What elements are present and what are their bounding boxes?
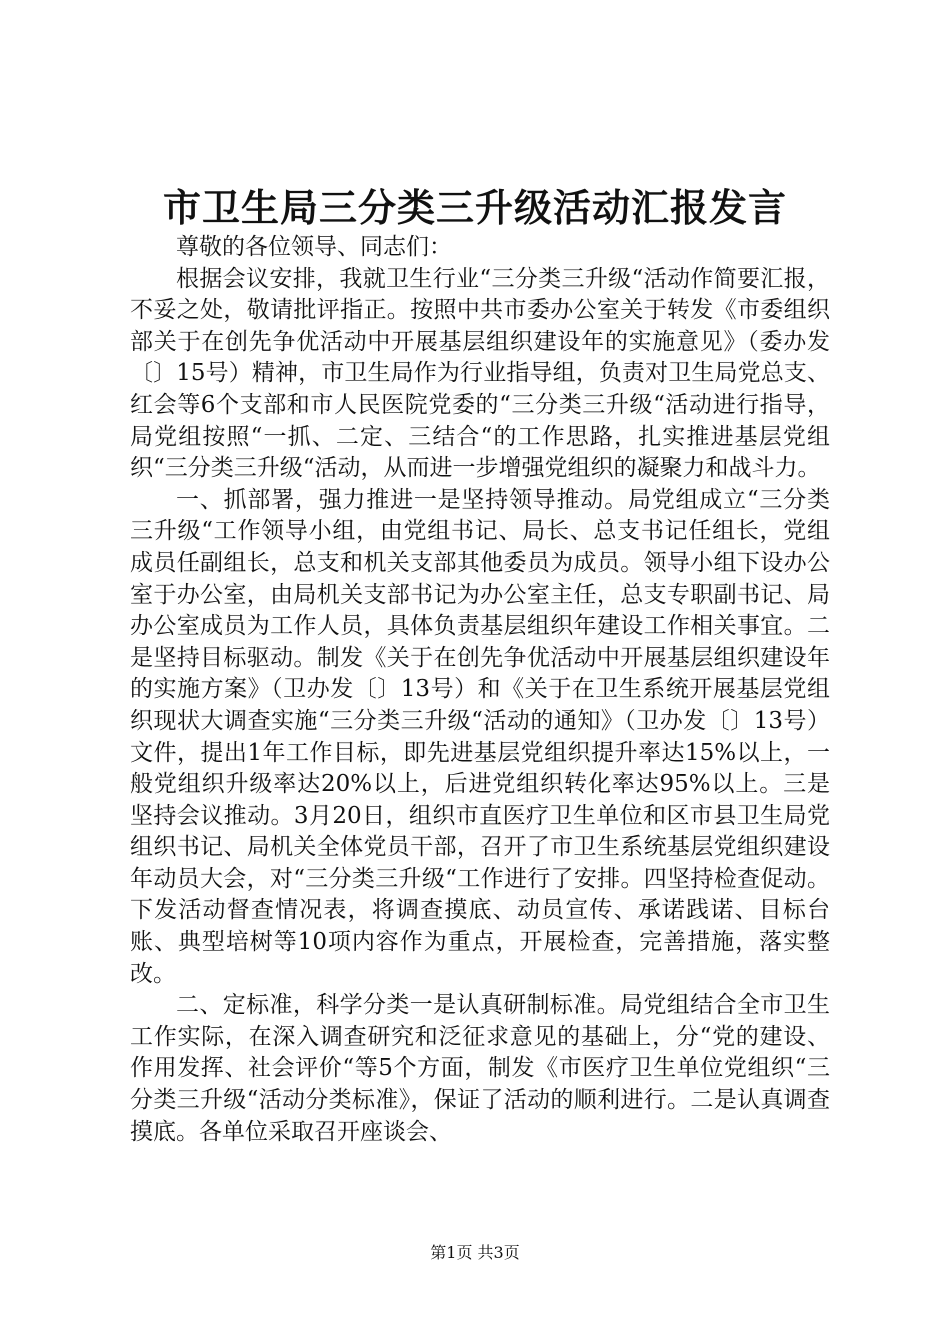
paragraph-intro: 根据会议安排，我就卫生行业“三分类三升级“活动作简要汇报，不妥之处，敬请批评指正。按照中共市委办公室关于转发《市委组织部关于在创先争优活动中开展基层组织建设年的实施意见》（委办发〔〕15号）精神，市卫生局作为行业指导组，负责对卫生局党总支、红会等6个支部和市人民医院党委的“三分类三升级“活动进行指导，局党组按照“一抓、二定、三结合“的工作思路，扎实推进基层党组织“三分类三升级“活动，从而进一步增强党组织的凝聚力和战斗力。 [130, 265, 830, 482]
document-body [130, 232, 830, 1148]
paragraph-section-one: 一、抓部署，强力推进一是坚持领导推动。局党组成立“三分类三升级“工作领导小组，由党组书记、局长、总支书记任组长，党组成员任副组长，总支和机关支部其他委员为成员。领导小组下设办公室于办公室，由局机关支部书记为办公室主任，总支专职副书记、局办公室成员为工作人员，具体负责基层组织年建设工作相关事宜。二是坚持目标驱动。制发《关于在创先争优活动中开展基层组织建设年的实施方案》（卫办发〔〕13号）和《关于在卫生系统开展基层党组织现状大调查实施“三分类三升级“活动的通知》（卫办发〔〕13号）文件，提出1年工作目标，即先进基层党组织提升率达15%以上，一般党组织升级率达20%以上，后进党组织转化率达95%以上。三是坚持会议推动。3月20日，组织市直医疗卫生单位和区市县卫生局党组织书记、局机关全体党员干部，召开了市卫生系统基层党组织建设年动员大会，对“三分类三升级“工作进行了安排。四坚持检查促动。下发活动督查情况表，将调查摸底、动员宣传、承诺践诺、目标台账、典型培树等10项内容作为重点，开展检查，完善措施，落实整改。 [130, 486, 830, 987]
page-footer: 第1页 共3页 [430, 1243, 520, 1262]
paragraph-section-two: 二、定标准，科学分类一是认真研制标准。局党组结合全市卫生工作实际，在深入调查研究和泛征求意见的基础上，分“党的建设、作用发挥、社会评价“等5个方面，制发《市医疗卫生单位党组织“三分类三升级“活动分类标准》，保证了活动的顺利进行。二是认真调查摸底。各单位采取召开座谈会、 [130, 992, 830, 1145]
greeting-line: 尊敬的各位领导、同志们： [176, 234, 452, 260]
document-title: 市卫生局三分类三升级活动汇报发言 [162, 185, 787, 230]
